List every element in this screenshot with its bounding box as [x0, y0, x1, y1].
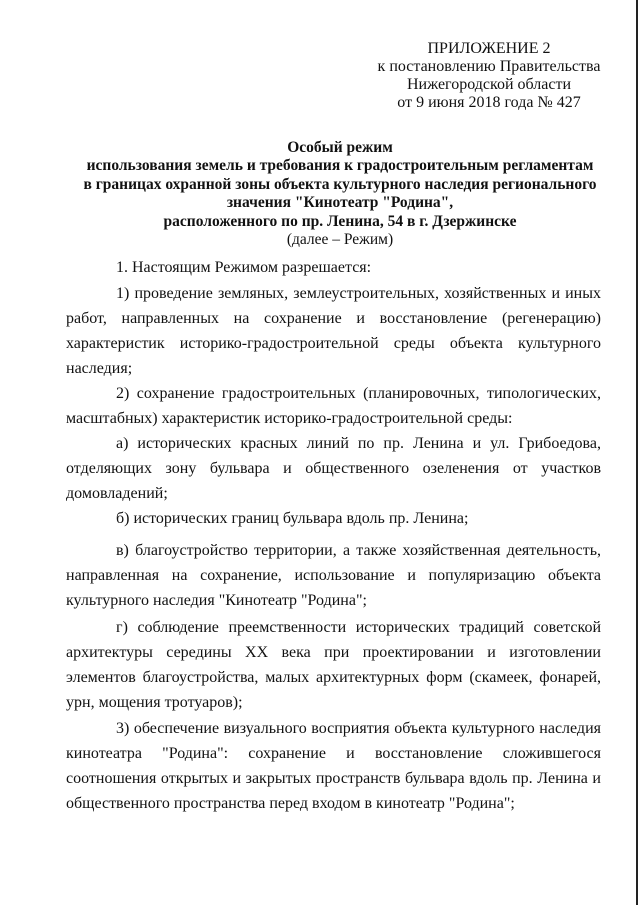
paragraph-6: в) благоустройство территории, а также хозяйственная деятельность, направленная на сохранение, использование и популяризацию объекта культурного наследия "Кинотеатр "Родина"; [66, 542, 601, 609]
scan-edge-line [636, 0, 638, 905]
appendix-date: от 9 июня 2018 года № 427 [397, 94, 581, 111]
title-line-6: (далее – Режим) [286, 231, 394, 249]
title-line-2: использования земель и требования к градостроительным регламентам [86, 157, 594, 175]
title-line-1: Особый режим [287, 139, 393, 156]
title-line-3: в границах охранной зоны объекта культурного наследия регионального [83, 175, 597, 193]
appendix-number: ПРИЛОЖЕНИЕ 2 [427, 40, 551, 57]
title-line-4: значения "Кинотеатр "Родина", [226, 194, 454, 212]
document-title [60, 139, 620, 249]
appendix-region: Нижегородской области [406, 76, 571, 93]
appendix-header [364, 40, 614, 112]
paragraph-3: 2) сохранение градостроительных (планировочных, типологических, масштабных) характеристик историко-градостроительной среды: [66, 385, 601, 427]
paragraph-2: 1) проведение земляных, землеустроительных, хозяйственных и иных работ, направленных на сохранение и восстановление (регенерацию) характеристик историко-градостроительной среды объекта культурного наследия; [66, 285, 601, 377]
appendix-reference: к постановлению Правительства [377, 58, 601, 75]
paragraph-4: а) исторических красных линий по пр. Ленина и ул. Грибоедова, отделяющих зону бульвара и общественного озеленения от участков домовладений; [66, 435, 601, 502]
paragraph-1: 1. Настоящим Режимом разрешается: [116, 259, 372, 276]
title-line-5: расположенного по пр. Ленина, 54 в г. Дзержинске [163, 212, 517, 230]
paragraph-7: г) соблюдение преемственности исторических традиций советской архитектуры середины XX века при проектировании и изготовлении элементов благоустройства, малых архитектурных форм (скамеек, фонарей, урн, мощения тротуаров); [66, 619, 601, 711]
paragraph-8: 3) обеспечение визуального восприятия объекта культурного наследия кинотеатра "Родина": сохранение и восстановление сложившегося соотношения открытых и закрытых пространств бульвара вдоль пр. Ленина и общественного пространства перед входом в кинотеатр "Родина"; [66, 720, 601, 812]
paragraph-5: б) исторических границ бульвара вдоль пр. Ленина; [116, 510, 469, 527]
